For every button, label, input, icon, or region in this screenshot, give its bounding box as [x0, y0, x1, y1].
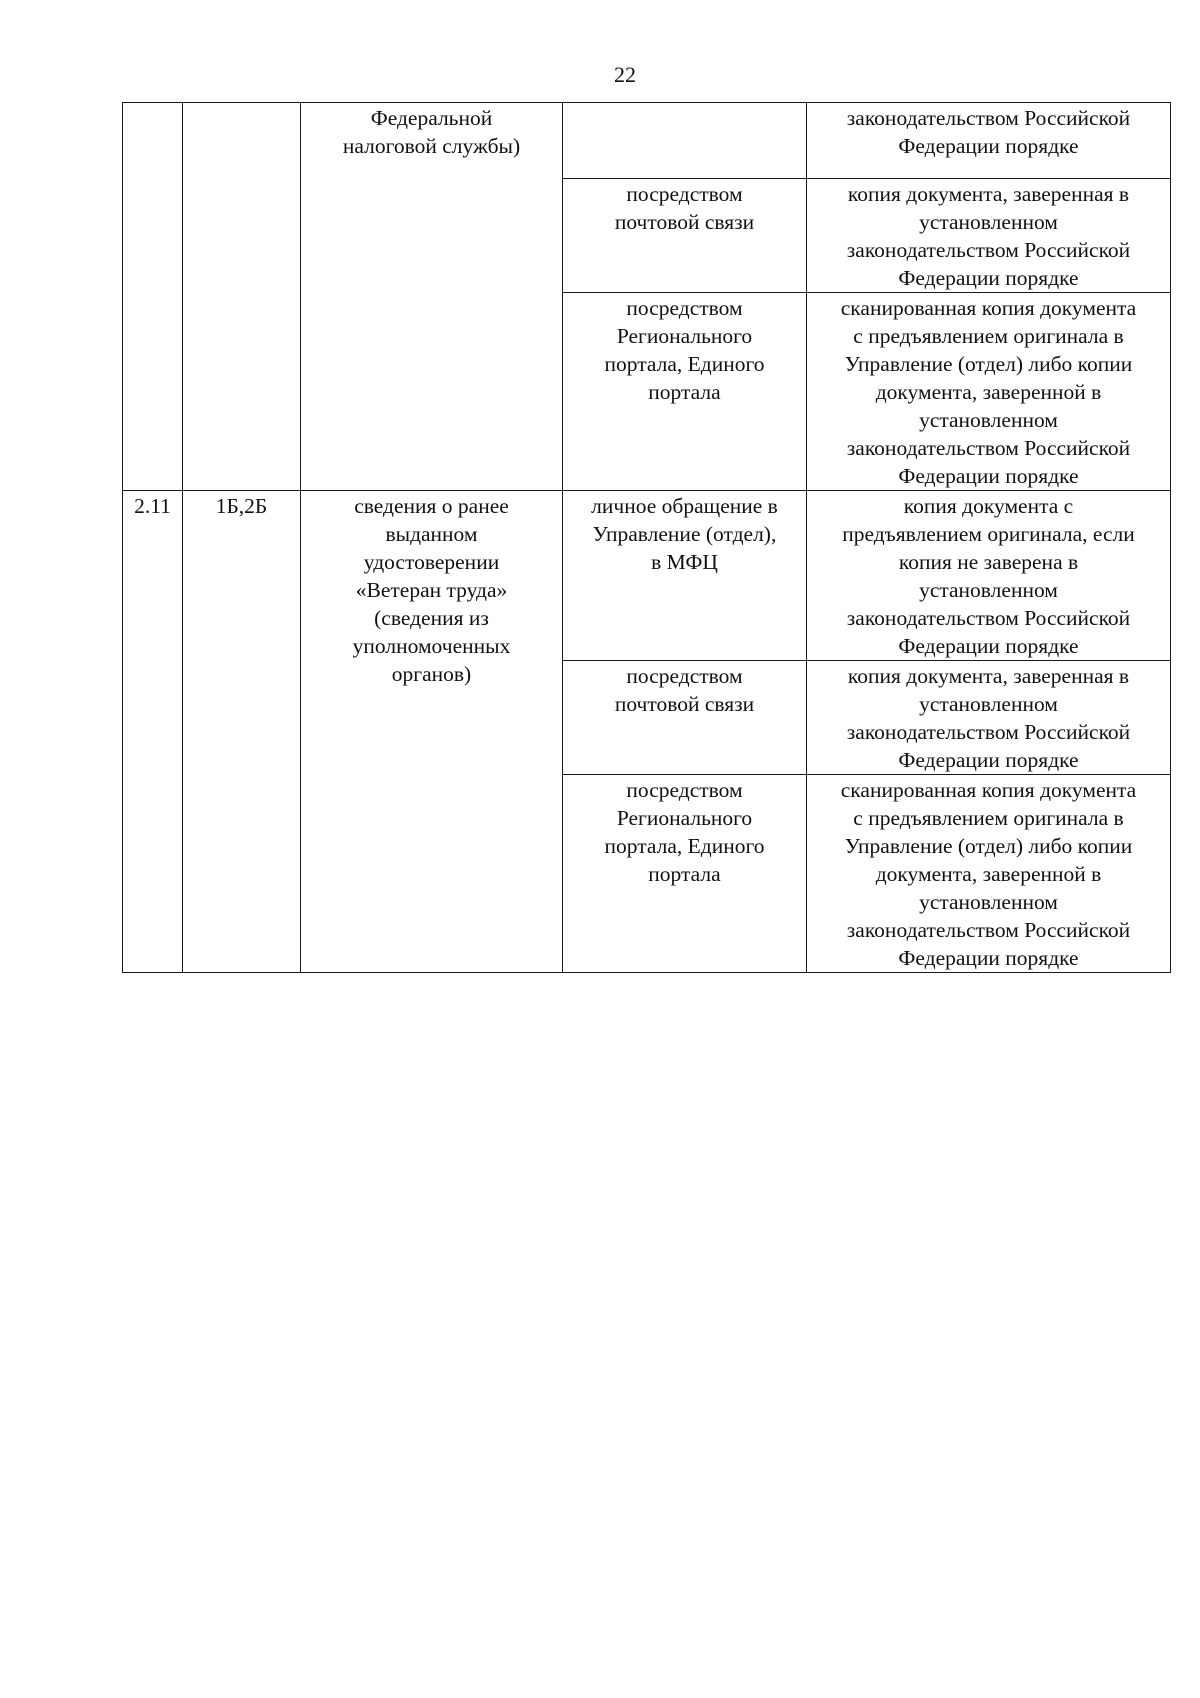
- document-form-cell: копия документа с предъявлением оригинала, если копия не заверена в установленном законодательством Российской Федерации порядке: [807, 491, 1171, 661]
- submission-method-cell: посредством почтовой связи: [563, 661, 807, 775]
- document-form-cell: копия документа, заверенная в установленном законодательством Российской Федерации порядке: [807, 661, 1171, 775]
- submission-method-cell: личное обращение в Управление (отдел), в МФЦ: [563, 491, 807, 661]
- submission-method-cell: посредством Регионального портала, Единого портала: [563, 775, 807, 973]
- document-form-cell: копия документа, заверенная в установленном законодательством Российской Федерации порядке: [807, 179, 1171, 293]
- document-form-cell: законодательством Российской Федерации порядке: [807, 103, 1171, 179]
- document-name-cell: сведения о ранее выданном удостоверении «Ветеран труда» (сведения из уполномоченных органов): [301, 491, 563, 973]
- documents-table: [122, 102, 1171, 973]
- row-number-cell: [123, 103, 183, 491]
- category-code-cell: 1Б,2Б: [183, 491, 301, 973]
- document-form-cell: сканированная копия документа с предъявлением оригинала в Управление (отдел) либо копии документа, заверенной в установленном законодательством Российской Федерации порядке: [807, 293, 1171, 491]
- table-row: [123, 103, 1171, 179]
- submission-method-cell: посредством Регионального портала, Единого портала: [563, 293, 807, 491]
- row-number-cell: 2.11: [123, 491, 183, 973]
- document-name-cell: Федеральной налоговой службы): [301, 103, 563, 491]
- category-code-cell: [183, 103, 301, 491]
- submission-method-cell: [563, 103, 807, 179]
- page-number: 22: [614, 62, 636, 87]
- table-row: [123, 491, 1171, 661]
- document-form-cell: сканированная копия документа с предъявлением оригинала в Управление (отдел) либо копии документа, заверенной в установленном законодательством Российской Федерации порядке: [807, 775, 1171, 973]
- submission-method-cell: посредством почтовой связи: [563, 179, 807, 293]
